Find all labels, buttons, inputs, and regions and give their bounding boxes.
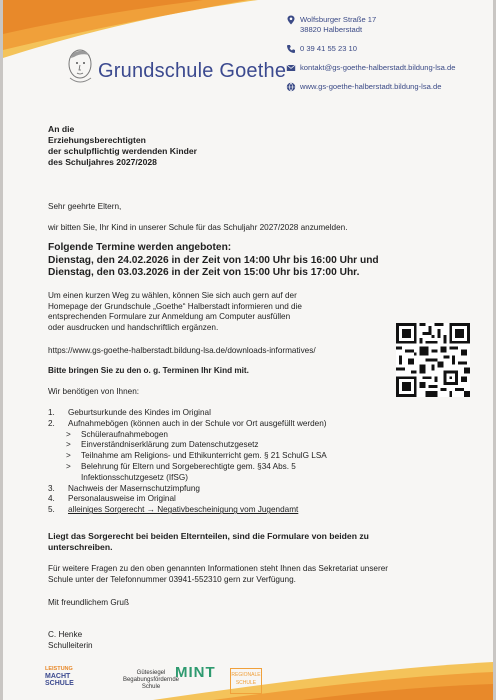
envelope-icon [286,63,296,73]
paragraph-line: Liegt das Sorgerecht bei beiden Elternteilen, sind die Formulare von beiden zu [48,531,369,541]
sub-list-item [48,430,448,441]
phone-icon [286,44,296,54]
globe-icon [286,82,296,92]
sub-list-item [48,462,448,473]
arrow-bullet: > [66,451,71,461]
logo-text: Schule [141,684,161,690]
appointment-date-1: Dienstag, den 24.02.2026 in der Zeit von 14:00 Uhr bis 16:00 Uhr und [48,254,379,266]
requirements-intro: Wir benötigen von Ihnen: [48,387,140,396]
sub-item-text: Teilnahme am Religions- und Ethikunterricht gem. § 21 SchulG LSA [81,451,327,461]
homepage-paragraph [48,291,378,333]
letter-page [3,0,493,700]
list-item-text: Geburtsurkunde des Kindes im Original [68,408,211,417]
qr-code[interactable] [396,323,470,397]
list-number: 4. [48,494,55,504]
signer-name: C. Henke [48,630,83,639]
paragraph-line: entsprechenden Formulare zur Anmeldung am Computer ausfüllen [48,312,291,322]
requirements-list [48,408,448,516]
guetesiegel-logo [121,670,181,691]
paragraph-line: Schule unter der Telefonnummer 03941-552310 gern zur Verfügung. [48,574,296,584]
list-item [48,484,448,495]
bring-child-note: Bitte bringen Sie zu den o. g. Terminen Ihr Kind mit. [48,366,249,375]
paragraph-line: Um einen kurzen Weg zu wählen, können Sie sich auch gern auf der [48,291,297,300]
list-item [48,494,448,505]
custody-note [48,531,453,553]
recipient-line: der schulpflichtig werdenden Kinder [48,146,197,156]
recipient-line: An die [48,124,75,134]
sub-list-item [48,473,448,484]
paragraph-line: unterschreiben. [48,542,113,553]
sub-list-item [48,440,448,451]
arrow-bullet: > [66,461,71,471]
salutation: Sehr geehrte Eltern, [48,202,122,211]
sub-list-item [48,451,448,462]
phone-number[interactable]: 0 39 41 55 23 10 [300,44,358,53]
location-pin-icon [286,15,296,25]
address-city: 38820 Halberstadt [300,25,363,34]
list-item [48,408,448,419]
address-row [286,15,455,35]
email-row [286,63,455,73]
dates-heading: Folgende Termine werden angeboten: [48,242,232,253]
sub-item-text: Belehrung für Eltern und Sorgeberechtigte gem. §34 Abs. 5 [81,461,296,471]
paragraph-line: Homepage der Grundschule „Goethe“ Halberstadt informieren und die [48,301,302,311]
list-item [48,505,448,516]
header-swoosh [3,0,263,60]
email-link[interactable]: kontakt@gs-goethe-halberstadt.bildung-lsa.de [300,63,456,72]
list-number: 5. [48,505,55,515]
list-item-text: Nachweis der Masernschutzimpfung [68,483,200,493]
logo-text: LEISTUNG [45,666,73,672]
download-url[interactable]: https://www.gs-goethe-halberstadt.bildung-lsa.de/downloads-informatives/ [48,346,316,355]
contact-block [286,15,455,101]
signer-role: Schulleiterin [48,640,93,650]
footer-logos [3,662,493,700]
questions-paragraph [48,564,468,585]
web-row [286,82,455,92]
sub-item-text: Einverständniserklärung zum Datenschutzgesetz [81,440,259,450]
logo-text: Gütesiegel [136,670,166,676]
recipient-line: des Schuljahres 2027/2028 [48,157,157,167]
mint-logo: MINT [175,664,216,681]
list-number: 2. [48,418,55,428]
paragraph-line: Für weitere Fragen zu den oben genannten Informationen steht Ihnen das Sekretariat unserer [48,564,388,573]
list-item [48,419,448,430]
recipient-block [48,124,197,168]
arrow-bullet: > [66,440,71,450]
list-number: 3. [48,483,55,493]
appointment-date-2: Dienstag, den 03.03.2026 in der Zeit von 15:00 Uhr bis 17:00 Uhr. [48,267,360,279]
school-logo-title: Grundschule Goethe [98,60,287,82]
goethe-portrait-logo [58,44,100,86]
phone-row [286,44,455,54]
logo-text: Begabungsfördernde [122,677,180,683]
logo-text: SCHULE [45,680,74,687]
leistung-macht-schule-logo [45,666,85,687]
regionale-schule-logo [230,668,262,694]
closing: Mit freundlichem Gruß [48,598,129,607]
website-link[interactable]: www.gs-goethe-halberstadt.bildung-lsa.de [300,82,442,91]
sub-item-text: Schüleraufnahmebogen [81,429,168,439]
list-item-text: Aufnahmebögen (können auch in der Schule vor Ort ausgefüllt werden) [68,418,327,428]
intro-paragraph: wir bitten Sie, Ihr Kind in unserer Schule für das Schuljahr 2027/2028 anzumelden. [48,223,348,232]
logo-text: REGIONALE [231,672,261,678]
sub-item-text: Infektionsschutzgesetz (IfSG) [81,472,188,482]
list-number: 1. [48,408,55,417]
signer-block [48,630,453,651]
arrow-bullet: > [66,429,71,439]
list-item-text: alleiniges Sorgerecht → Negativbescheinigung vom Jugendamt [68,505,299,515]
list-item-text: Personalausweise im Original [68,494,176,504]
address-street: Wolfsburger Straße 17 [300,15,377,24]
recipient-line: Erziehungsberechtigten [48,135,146,145]
paragraph-line: oder ausdrucken und handschriftlich ergänzen. [48,322,219,332]
dates-block [48,242,453,280]
logo-text: MACHT [45,673,71,680]
arrow-bullet [66,473,81,484]
logo-text: SCHULE [235,680,257,686]
